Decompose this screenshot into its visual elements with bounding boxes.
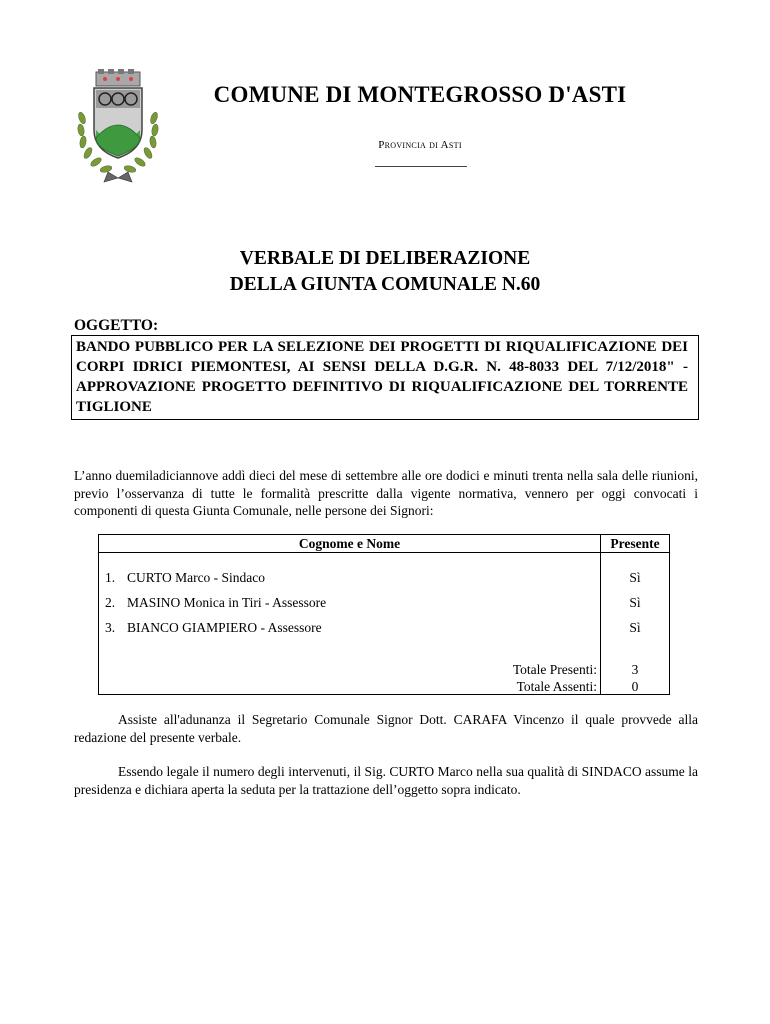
subject-text: BANDO PUBBLICO PER LA SELEZIONE DEI PROGETTI DI RIQUALIFICAZIONE DEI CORPI IDRICI PIEMONTESI, AI SENSI DELLA D.G.R. N. 48-8033 DEL 7/12/2018" - APPROVAZIONE PROGETTO DEFINITIVO DI RIQUALIFICAZIONE DEL TORRENTE TIGLIONE [71,335,699,420]
province-underline [375,166,467,167]
municipal-crest-icon [72,68,164,186]
total-present-label: Totale Presenti: [512,662,597,677]
total-absent-value: 0 [631,679,639,694]
member-name: CURTO Marco - Sindaco [127,570,266,585]
member-present: Sì [629,620,641,635]
row-number: 2. [105,595,116,610]
province-name: Provincia di Asti [378,139,462,151]
quorum-paragraph: Essendo legale il numero degli intervenuti, il Sig. CURTO Marco nella sua qualità di SINDACO assume la presidenza e dichiara aperta la seduta per la trattazione dell’oggetto sopra indicato. [74,764,698,797]
member-name: MASINO Monica in Tiri - Assessore [127,595,327,610]
attendance-table [98,534,670,695]
subject-label: OGGETTO: [74,317,159,334]
table-row [99,568,669,588]
row-number: 1. [105,570,116,585]
title-line-1: VERBALE DI DELIBERAZIONE [239,248,531,269]
member-present: Sì [629,570,641,585]
total-absent-label: Totale Assenti: [516,679,597,694]
intro-paragraph: L’anno duemiladiciannove addì dieci del mese di settembre alle ore dodici e minuti trenta nella sala delle riunioni, previo l’osservanza di tutte le formalità prescritte dalla vigente normativa, vennero per oggi convocati i componenti di questa Giunta Comunale, nelle persone dei Signori: [74,468,698,518]
total-absent-row [99,678,669,695]
table-row [99,593,669,613]
total-present-value: 3 [631,662,639,677]
column-header-name: Cognome e Nome [298,536,401,551]
total-present-row [99,661,669,678]
row-number: 3. [105,620,116,635]
table-row [99,618,669,638]
secretary-paragraph: Assiste all'adunanza il Segretario Comunale Signor Dott. CARAFA Vincenzo il quale provvede alla redazione del presente verbale. [74,712,698,745]
column-header-present: Presente [610,536,660,551]
member-name: BIANCO GIAMPIERO - Assessore [127,620,322,635]
member-present: Sì [629,595,641,610]
town-name: COMUNE DI MONTEGROSSO D'ASTI [213,82,627,107]
document-title [0,246,770,298]
title-line-2: DELLA GIUNTA COMUNALE N.60 [229,274,541,295]
